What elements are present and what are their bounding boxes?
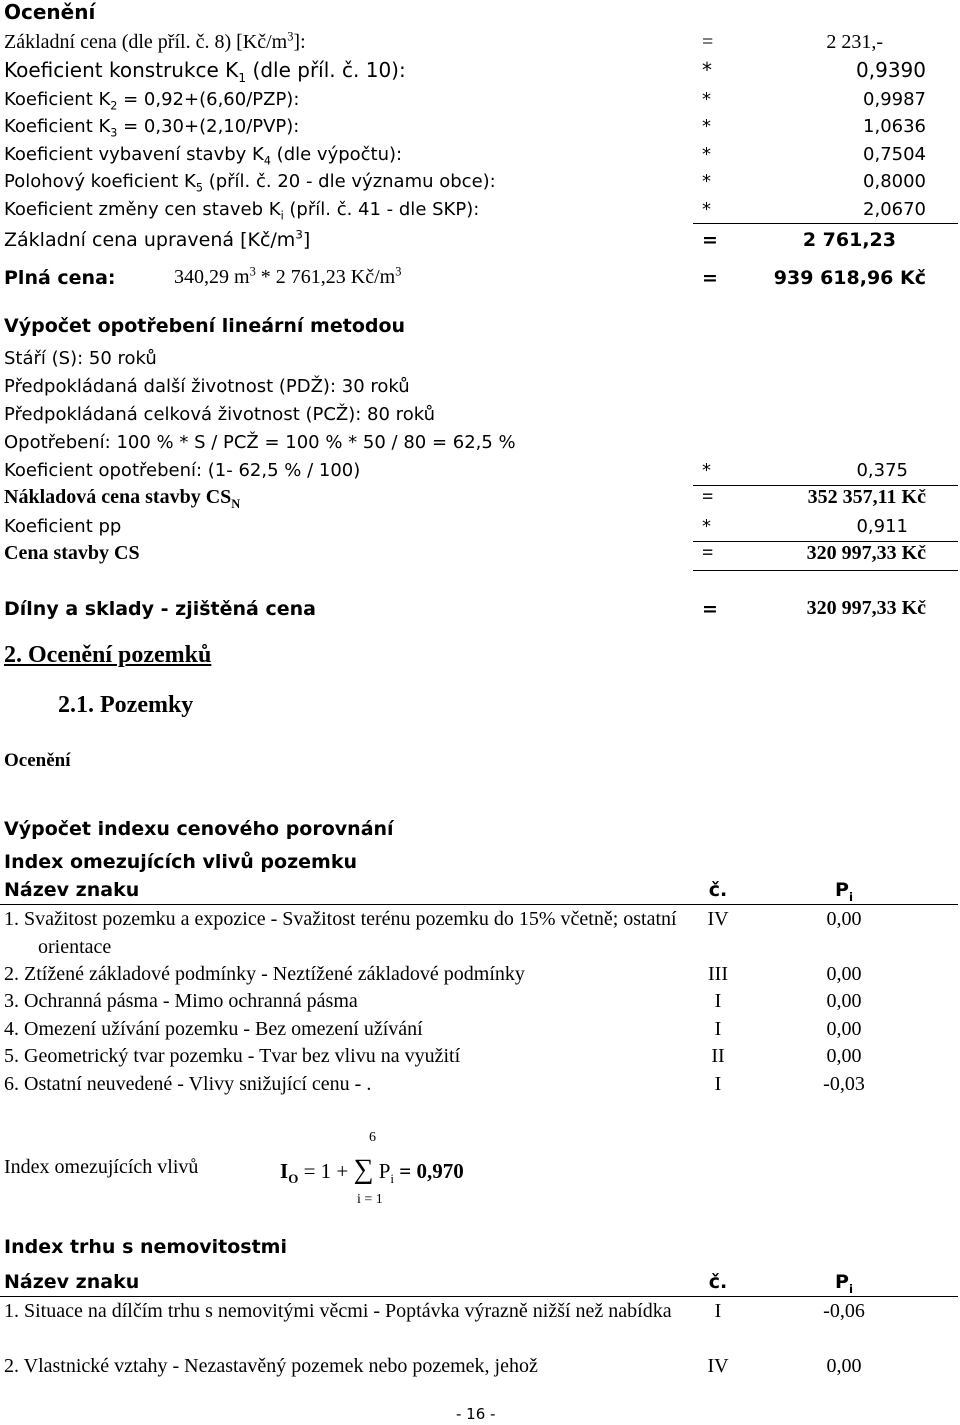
- section-heading-oceneni-bottom: Ocenění: [4, 750, 71, 771]
- valuation-row-op: *: [702, 171, 711, 192]
- valuation-row-label: Koeficient $K_3 = 0,30+(2,10/PVP)$:: [4, 116, 300, 140]
- table-row: [4, 1070, 958, 1097]
- opotrebeni-line-2: Předpokládaná další životnost (PDŽ): 30 roků: [4, 376, 410, 397]
- table-cell-p: -0,03: [823, 1073, 865, 1095]
- valuation-row-op: *: [702, 144, 711, 165]
- opotrebeni-line-1: Stáří (S): 50 roků: [4, 348, 157, 369]
- table-cell-c: I: [714, 1073, 722, 1095]
- koef-pp-value: 0,911: [856, 516, 908, 537]
- valuation-row-value: 1,0636: [863, 116, 926, 137]
- table-cell-name: 3. Ochranná pásma - Mimo ochranná pásma: [4, 990, 358, 1012]
- opotrebeni-heading: Výpočet opotřebení lineární metodou: [4, 315, 406, 337]
- nakladova-label: Nákladová cena stavby $CS_N$: [4, 486, 241, 511]
- koef-opotrebeni-value: 0,375: [856, 460, 908, 481]
- col-header-c: č.: [708, 879, 728, 901]
- valuation-row-value: 2 231,-: [826, 31, 883, 53]
- rule-line: [693, 223, 958, 224]
- table-cell-c: II: [711, 1045, 725, 1067]
- valuation-row-op: =: [702, 31, 714, 53]
- cena-stavby-label: Cena stavby CS: [4, 542, 140, 564]
- valuation-row-op: *: [702, 116, 711, 137]
- upravena-op: =: [702, 229, 718, 251]
- dilny-op: =: [702, 598, 718, 620]
- table-cell-p: 0,00: [826, 963, 862, 985]
- table-cell-p: 0,00: [826, 1045, 862, 1067]
- heading-oceneni-pozemku: 2. Ocenění pozemků: [4, 642, 212, 668]
- formula-sum-top: 6: [369, 1130, 376, 1145]
- table-cell-name: 2. Ztížené základové podmínky - Neztížené základové podmínky: [4, 963, 525, 985]
- dilny-label: Dílny a sklady - zjištěná cena: [4, 598, 316, 620]
- plna-cena-op: =: [702, 267, 718, 289]
- cena-stavby-row: [4, 541, 958, 568]
- valuation-row-op: *: [702, 199, 711, 220]
- valuation-row-op: *: [702, 58, 712, 82]
- upravena-value: 2 761,23: [802, 229, 896, 251]
- valuation-row-label: Koeficient změny cen staveb $K_i$ (příl. č. 41 - dle SKP):: [4, 199, 480, 223]
- col-header-c: č.: [708, 1271, 728, 1293]
- page-number: - 16 -: [456, 1405, 496, 1423]
- valuation-row-op: *: [702, 89, 711, 110]
- table-cell-name: 5. Geometrický tvar pozemku - Tvar bez vlivu na využití: [4, 1045, 461, 1067]
- table-cell-p: -0,06: [823, 1300, 865, 1322]
- valuation-row-label: Koeficient vybavení stavby $K_4$ (dle výpočtu):: [4, 144, 403, 168]
- valuation-row-label: Základní cena (dle příl. č. 8) $[Kč/m^3]$:: [4, 29, 306, 53]
- upravena-row: [4, 227, 958, 254]
- koef-opotrebeni-op: *: [702, 460, 711, 481]
- koef-pp-op: *: [702, 516, 711, 537]
- plna-cena-row: [4, 262, 958, 292]
- omezujici-heading: Index omezujících vlivů pozemku: [4, 851, 357, 873]
- koef-pp-label: Koeficient pp: [4, 516, 122, 537]
- valuation-row: [4, 141, 958, 168]
- rule-line: [693, 570, 958, 571]
- cena-stavby-op: =: [702, 542, 714, 564]
- table-cell-p: 0,00: [826, 1018, 862, 1040]
- col-header-name: Název znaku: [4, 879, 140, 901]
- section-heading-oceneni: Ocenění: [4, 0, 96, 24]
- formula-expression: $I_O = 1$ + ∑ $P_i = 0,970$: [280, 1154, 464, 1187]
- table-cell-p: 0,00: [826, 1355, 862, 1377]
- valuation-row-label: Polohový koeficient $K_5$ (příl. č. 20 - dle významu obce):: [4, 171, 496, 195]
- heading-pozemky: 2.1. Pozemky: [58, 692, 194, 718]
- valuation-row-value: 0,9987: [863, 89, 926, 110]
- col-header-name: Název znaku: [4, 1271, 140, 1293]
- plna-cena-value: 939 618,96 Kč: [773, 267, 926, 289]
- table-row: [4, 1042, 958, 1069]
- table-row: [4, 1297, 958, 1352]
- nakladova-op: =: [702, 486, 714, 508]
- table-cell-c: III: [708, 963, 728, 985]
- table-cell-name: 2. Vlastnické vztahy - Nezastavěný pozemek nebo pozemek, jehož: [4, 1355, 538, 1377]
- dilny-value: 320 997,33 Kč: [806, 597, 926, 619]
- plna-cena-label: Plná cena:: [4, 267, 116, 289]
- table-cell-name: 1. Svažitost pozemku a expozice - Svažitost terénu pozemku do 15% včetně; ostatní orientace: [4, 908, 677, 958]
- valuation-row: [4, 113, 958, 140]
- formula-sum-bottom: i = 1: [357, 1192, 383, 1207]
- valuation-row-label: Koeficient $K_2 = 0,92+(6,60/PZP)$:: [4, 89, 300, 113]
- omezujici-header-row: [4, 876, 958, 904]
- valuation-row: [4, 30, 958, 57]
- trh-header-row: [4, 1268, 958, 1296]
- upravena-label: Základní cena upravená $[Kč/m^3]$: [4, 227, 311, 251]
- col-header-p: $P_i$: [835, 879, 853, 904]
- table-cell-name: 6. Ostatní neuvedené - Vlivy snižující cenu - .: [4, 1073, 372, 1095]
- nakladova-value: 352 357,11 Kč: [807, 486, 926, 508]
- valuation-row: [4, 86, 958, 113]
- valuation-row-label: Koeficient konstrukce $K_1$ (dle příl. č. 10):: [4, 58, 406, 85]
- valuation-row-value: 0,8000: [863, 171, 926, 192]
- table-cell-p: 0,00: [826, 990, 862, 1012]
- koef-opotrebeni-row: [4, 457, 958, 484]
- formula-label: Index omezujících vlivů: [4, 1156, 199, 1178]
- opotrebeni-line-4: Opotřebení: 100 % * S / PCŽ = 100 % * 50 / 80 = 62,5 %: [4, 432, 516, 453]
- sum-icon: ∑: [353, 1154, 374, 1185]
- valuation-row: [4, 168, 958, 195]
- plna-cena-calc: 340,29 $m^3 * 2$ 761,23 $Kč/m^3$: [174, 264, 402, 288]
- cena-stavby-value: 320 997,33 Kč: [806, 542, 926, 564]
- valuation-row: [4, 58, 958, 85]
- table-row: [4, 960, 958, 987]
- index-heading: Výpočet indexu cenového porovnání: [4, 818, 394, 840]
- table-cell-c: I: [714, 990, 722, 1012]
- table-row: [4, 1352, 958, 1380]
- table-row: [4, 1015, 958, 1042]
- nakladova-row: [4, 485, 958, 512]
- table-cell-c: IV: [707, 908, 729, 930]
- col-header-p: $P_i$: [835, 1271, 853, 1296]
- koef-pp-row: [4, 513, 958, 540]
- table-cell-c: IV: [707, 1355, 729, 1377]
- table-row: [4, 905, 958, 960]
- valuation-row-value: 2,0670: [863, 199, 926, 220]
- opotrebeni-line-3: Předpokládaná celková životnost (PCŽ): 80 roků: [4, 404, 435, 425]
- table-cell-c: I: [714, 1300, 722, 1322]
- koef-opotrebeni-label: Koeficient opotřebení: (1- 62,5 % / 100): [4, 460, 361, 481]
- valuation-row-value: 0,7504: [863, 144, 926, 165]
- table-cell-name: 4. Omezení užívání pozemku - Bez omezení užívání: [4, 1018, 423, 1040]
- table-cell-c: I: [714, 1018, 722, 1040]
- trh-heading: Index trhu s nemovitostmi: [4, 1236, 287, 1258]
- dilny-row: [4, 596, 958, 623]
- table-row: [4, 987, 958, 1014]
- valuation-row: [4, 196, 958, 223]
- table-cell-name: 1. Situace na dílčím trhu s nemovitými věcmi - Poptávka výrazně nižší než nabídka: [4, 1300, 672, 1322]
- valuation-row-value: 0,9390: [856, 58, 926, 82]
- table-cell-p: 0,00: [826, 908, 862, 930]
